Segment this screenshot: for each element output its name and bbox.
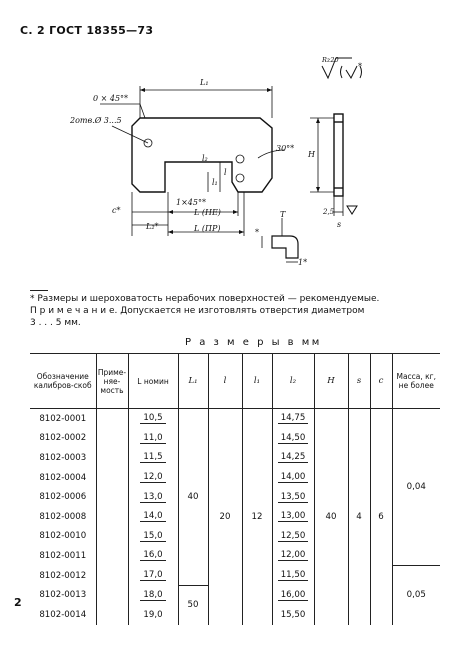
footnote-rule bbox=[30, 290, 48, 291]
merged-L1-b: 50 bbox=[178, 585, 208, 624]
row-lnom: 18,0 bbox=[128, 585, 178, 605]
note-continuation: 3 . . . 5 мм. bbox=[30, 318, 81, 328]
row-applicability bbox=[96, 507, 128, 527]
row-applicability bbox=[96, 409, 128, 429]
dim-L-HE-label: L (НЕ) bbox=[194, 208, 221, 217]
dim-l-label: l bbox=[224, 168, 227, 177]
row-applicability bbox=[96, 585, 128, 605]
merged-l: 20 bbox=[208, 409, 242, 625]
row-l2: 11,50 bbox=[272, 566, 314, 586]
row-lnom: 13,0 bbox=[128, 487, 178, 507]
dim-T-label: T bbox=[280, 210, 286, 219]
dim-L1-label: L₁ bbox=[200, 78, 209, 87]
holes-label: 2отв.Ø 3...5 bbox=[70, 116, 122, 125]
dim-L-PR-label: L (ПР) bbox=[194, 224, 221, 233]
table-row bbox=[30, 409, 440, 429]
roughness-value: Rz20 bbox=[322, 56, 339, 64]
merged-s: 4 bbox=[348, 409, 370, 625]
merged-L1-a: 40 bbox=[178, 409, 208, 586]
col-L1: L₁ bbox=[178, 354, 208, 409]
dim-s-label: s bbox=[337, 220, 342, 229]
row-lnom: 16,0 bbox=[128, 546, 178, 566]
row-lnom: 11,5 bbox=[128, 448, 178, 468]
note-recommended: * Размеры и шероховатость нерабочих поверхностей — рекомендуемые. bbox=[30, 294, 380, 304]
row-applicability bbox=[96, 527, 128, 547]
chamfer-bottom-label: 1×45°* bbox=[176, 198, 206, 207]
row-applicability bbox=[96, 448, 128, 468]
row-l2: 14,50 bbox=[272, 429, 314, 449]
col-l-nom: L номин bbox=[128, 354, 178, 409]
row-code: 8102-0006 bbox=[39, 492, 87, 503]
table-header-row bbox=[30, 354, 440, 409]
dim-1-label: 1* bbox=[298, 258, 308, 267]
col-H: H bbox=[314, 354, 348, 409]
col-l1: l₁ bbox=[242, 354, 272, 409]
gauge-side-view bbox=[334, 114, 343, 196]
row-code: 8102-0010 bbox=[39, 531, 87, 542]
dim-s-value: 2,5 bbox=[323, 208, 335, 216]
row-lnom: 10,5 bbox=[128, 409, 178, 429]
row-applicability bbox=[96, 429, 128, 449]
row-lnom: 17,0 bbox=[128, 566, 178, 586]
col-designation: Обозначение калибров-скоб bbox=[30, 354, 96, 409]
row-code: 8102-0002 bbox=[39, 433, 87, 444]
row-l2: 12,50 bbox=[272, 527, 314, 547]
merged-l1: 12 bbox=[242, 409, 272, 625]
row-applicability bbox=[96, 566, 128, 586]
row-lnom: 15,0 bbox=[128, 527, 178, 547]
table-title: Р а з м е р ы в мм bbox=[185, 337, 322, 348]
row-l2: 14,00 bbox=[272, 468, 314, 488]
row-code: 8102-0013 bbox=[39, 590, 87, 601]
col-l2: l₂ bbox=[272, 354, 314, 409]
dim-c-label: c* bbox=[112, 206, 121, 215]
merged-H: 40 bbox=[314, 409, 348, 625]
row-code: 8102-0004 bbox=[39, 472, 87, 483]
row-lnom: 11,0 bbox=[128, 429, 178, 449]
page-header: С. 2 ГОСТ 18355—73 bbox=[20, 24, 154, 37]
merged-mass-b: 0,05 bbox=[392, 566, 440, 625]
row-l2: 15,50 bbox=[272, 605, 314, 625]
angle-label: 30°* bbox=[276, 144, 295, 153]
gauge-drawing bbox=[0, 0, 470, 300]
row-code: 8102-0008 bbox=[39, 511, 87, 522]
sizes-table bbox=[30, 353, 440, 625]
dim-l2-label: l₂ bbox=[202, 154, 208, 163]
row-code: 8102-0003 bbox=[39, 452, 87, 463]
hole-right bbox=[236, 155, 244, 163]
row-l2: 12,00 bbox=[272, 546, 314, 566]
row-lnom: 19,0 bbox=[128, 605, 178, 625]
row-applicability bbox=[96, 546, 128, 566]
row-l2: 14,75 bbox=[272, 409, 314, 429]
row-l2: 14,25 bbox=[272, 448, 314, 468]
row-code: 8102-0012 bbox=[39, 570, 87, 581]
col-mass: Масса, кг, не более bbox=[392, 354, 440, 409]
chamfer-top-label: 0 × 45°* bbox=[93, 94, 129, 103]
dim-H-label: H bbox=[308, 150, 315, 159]
section-star: * bbox=[255, 228, 259, 237]
merged-mass-a: 0,04 bbox=[392, 409, 440, 566]
dim-L2-label: L₂* bbox=[146, 222, 159, 231]
merged-c: 6 bbox=[370, 409, 392, 625]
row-code: 8102-0014 bbox=[39, 609, 87, 620]
dim-l1-label: l₁ bbox=[212, 178, 218, 187]
roughness-star: * bbox=[358, 62, 362, 71]
row-l2: 13,50 bbox=[272, 487, 314, 507]
row-applicability bbox=[96, 468, 128, 488]
col-l: l bbox=[208, 354, 242, 409]
row-l2: 16,00 bbox=[272, 585, 314, 605]
col-s: s bbox=[348, 354, 370, 409]
row-code: 8102-0001 bbox=[39, 413, 87, 424]
col-applicability: Применяемость bbox=[96, 354, 128, 409]
row-lnom: 14,0 bbox=[128, 507, 178, 527]
row-l2: 13,00 bbox=[272, 507, 314, 527]
note-heading: П р и м е ч а н и е. Допускается не изготовлять отверстия диаметром bbox=[30, 306, 365, 316]
row-lnom: 12,0 bbox=[128, 468, 178, 488]
row-applicability bbox=[96, 605, 128, 625]
col-c: c bbox=[370, 354, 392, 409]
row-applicability bbox=[96, 487, 128, 507]
page-number: 2 bbox=[14, 596, 22, 609]
row-code: 8102-0011 bbox=[39, 550, 87, 561]
